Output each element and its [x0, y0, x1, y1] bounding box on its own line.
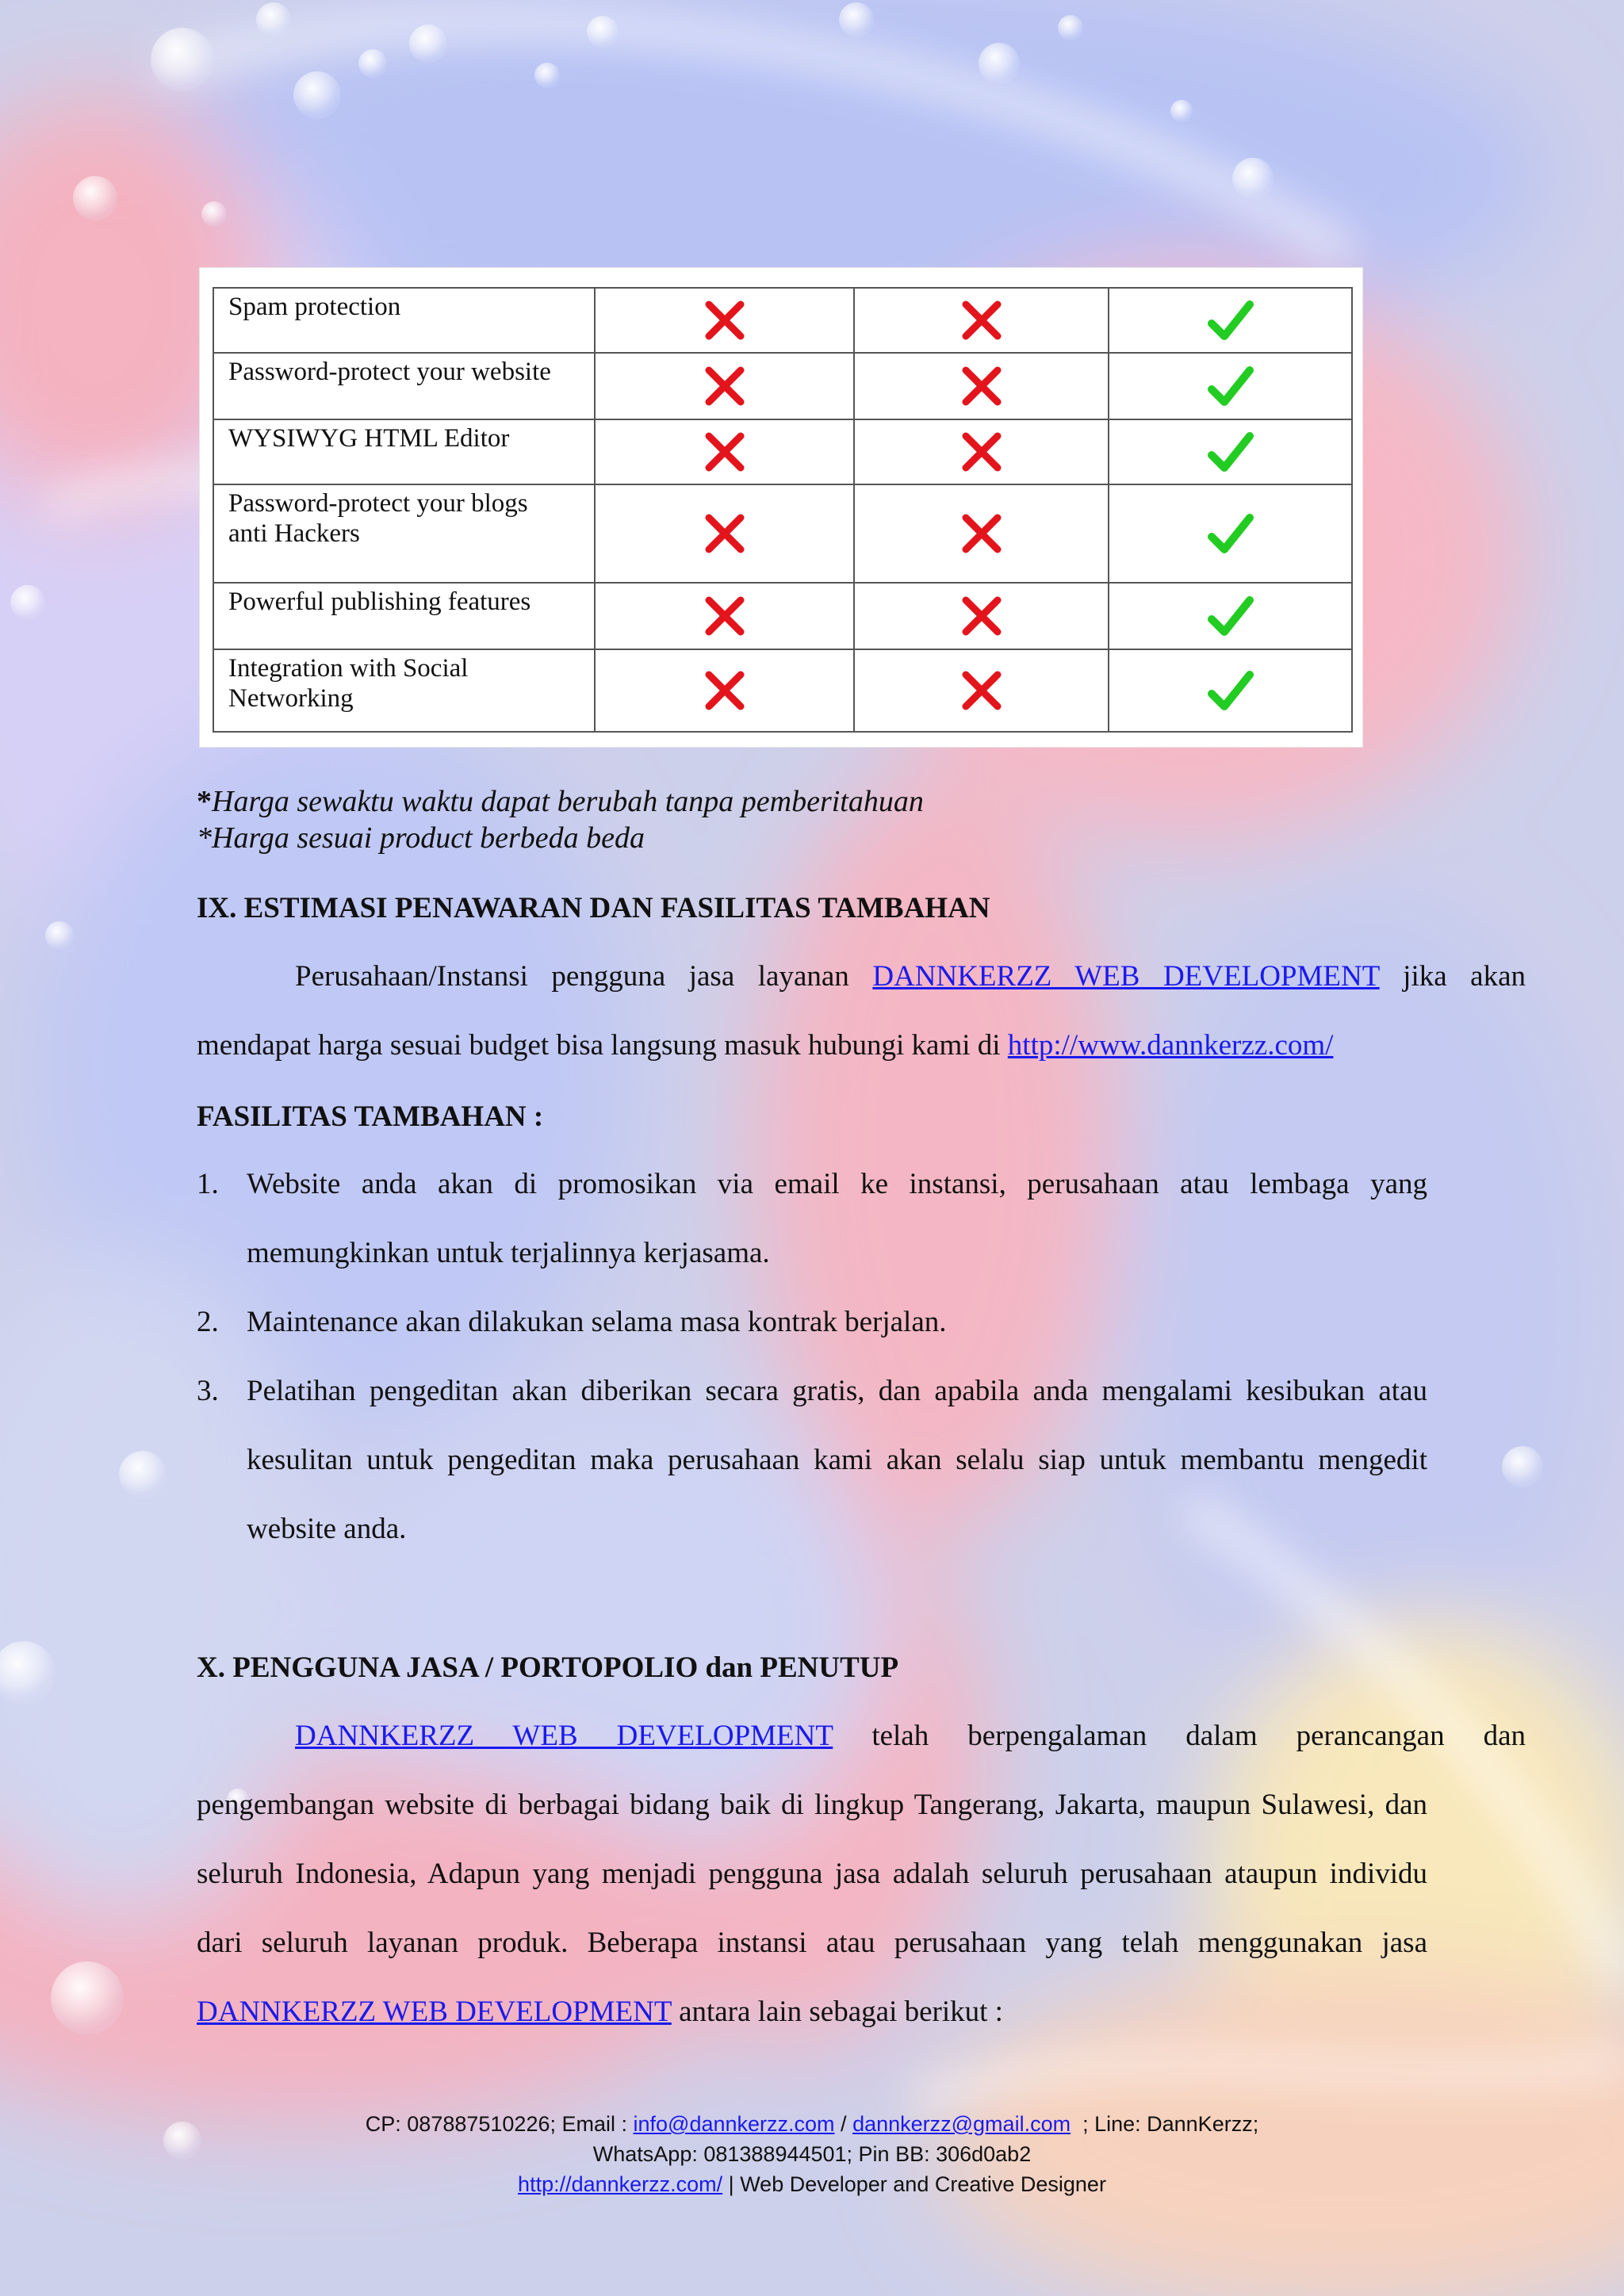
list-item-2-line-1: Maintenance akan dilakukan selama masa kontrak berjalan. — [247, 1306, 947, 1338]
list-item-2-number: 2. — [197, 1306, 219, 1338]
check-icon — [1207, 518, 1254, 546]
cross-icon — [959, 518, 1004, 546]
text-span: telah berpengalaman dalam perancangan dan — [833, 1720, 1526, 1752]
list-item-1-number: 1. — [197, 1168, 219, 1200]
check-icon — [1207, 675, 1254, 703]
feature-row — [213, 649, 1352, 732]
text-span: jika akan — [1379, 960, 1526, 993]
cross-icon — [703, 304, 747, 333]
footer-email-info-link[interactable]: info@dannkerzz.com — [633, 2112, 835, 2136]
check-icon — [1207, 600, 1254, 629]
footer-separator: / — [834, 2112, 853, 2136]
note-asterisk: * — [197, 785, 212, 818]
mark-cell — [1109, 353, 1352, 419]
footer-text: | Web Developer and Creative Designer — [722, 2172, 1106, 2196]
mark-cell — [1109, 419, 1352, 484]
feature-comparison-table — [213, 287, 1353, 733]
mark-cell — [854, 419, 1109, 484]
dannkerzz-link[interactable]: DANNKERZZ WEB DEVELOPMENT — [295, 1720, 833, 1752]
footer-email-gmail-link[interactable]: dannkerzz@gmail.com — [852, 2112, 1071, 2136]
feature-name-line: Powerful publishing features — [228, 587, 531, 616]
section-x-paragraph-line-1 — [197, 1719, 1526, 1754]
cross-icon — [959, 370, 1004, 399]
feature-name-cell — [213, 419, 595, 484]
section-x-paragraph-line-3: seluruh Indonesia, Adapun yang menjadi pengguna jasa adalah seluruh perusahaan ataupun individu — [197, 1858, 1427, 1890]
text-span: Perusahaan/Instansi pengguna jasa layanan — [295, 960, 873, 993]
footer-whatsapp-line: WhatsApp: 081388944501; Pin BB: 306d0ab2 — [592, 2142, 1032, 2166]
feature-comparison-panel — [200, 268, 1362, 747]
feature-name-line: Integration with Social — [228, 654, 469, 683]
cross-icon — [703, 600, 747, 629]
mark-cell — [1109, 649, 1352, 732]
mark-cell — [854, 583, 1109, 649]
section-ix-paragraph-line-1 — [197, 959, 1526, 994]
cross-icon — [959, 304, 1004, 333]
price-note-2: *Harga sesuai product berbeda beda — [197, 821, 645, 855]
footer-website-line — [0, 2169, 1624, 2199]
footer-text: CP: 087887510226; Email : — [365, 2112, 634, 2136]
fasilitas-tambahan-heading: FASILITAS TAMBAHAN : — [197, 1100, 544, 1133]
mark-cell — [1109, 583, 1352, 649]
mark-cell — [854, 288, 1109, 353]
feature-name-line: Networking — [228, 684, 354, 713]
cross-icon — [959, 436, 1004, 465]
section-x-paragraph-line-5 — [197, 1995, 1427, 2030]
dannkerzz-link[interactable]: DANNKERZZ WEB DEVELOPMENT — [197, 1996, 672, 2028]
mark-cell — [595, 583, 854, 649]
cross-icon — [703, 675, 747, 703]
footer-text: ; Line: DannKerzz; — [1071, 2112, 1259, 2136]
list-item-3-line-2: kesulitan untuk pengeditan maka perusahaan kami akan selalu siap untuk membantu mengedit — [247, 1444, 1427, 1476]
feature-name-cell — [213, 649, 595, 732]
footer-contact-line — [0, 2109, 1624, 2139]
mark-cell — [595, 288, 854, 353]
mark-cell — [595, 484, 854, 583]
cross-icon — [703, 518, 747, 546]
mark-cell — [1109, 288, 1352, 353]
cross-icon — [703, 436, 747, 465]
list-item-3-number: 3. — [197, 1375, 219, 1407]
mark-cell — [595, 353, 854, 419]
feature-name-line: Password-protect your website — [228, 358, 551, 386]
text-span: antara lain sebagai berikut : — [671, 1996, 1003, 2028]
feature-name-cell — [213, 353, 595, 419]
feature-name-cell — [213, 288, 595, 353]
mark-cell — [595, 649, 854, 732]
check-icon — [1207, 436, 1254, 465]
dannkerzz-link[interactable]: DANNKERZZ WEB DEVELOPMENT — [872, 960, 1380, 993]
mark-cell — [854, 649, 1109, 732]
section-x-paragraph-line-2: pengembangan website di berbagai bidang baik di lingkup Tangerang, Jakarta, maupun Sulawesi, dan — [197, 1789, 1427, 1821]
note-1-text: Harga sewaktu waktu dapat berubah tanpa pemberitahuan — [212, 785, 924, 818]
list-item-3-line-3: website anda. — [247, 1513, 407, 1545]
list-item-1-line-1: Website anda akan di promosikan via email ke instansi, perusahaan atau lembaga yang — [247, 1168, 1427, 1200]
feature-row — [213, 419, 1352, 484]
footer-website-link[interactable]: http://dannkerzz.com/ — [518, 2172, 723, 2196]
cross-icon — [959, 600, 1004, 629]
feature-name-cell — [213, 484, 595, 583]
feature-row — [213, 583, 1352, 649]
section-ix-heading: IX. ESTIMASI PENAWARAN DAN FASILITAS TAMBAHAN — [197, 892, 990, 924]
mark-cell — [854, 353, 1109, 419]
section-ix-paragraph-line-2 — [197, 1028, 1427, 1063]
section-x-paragraph-line-4: dari seluruh layanan produk. Beberapa instansi atau perusahaan yang telah menggunakan jasa — [197, 1927, 1427, 1959]
mark-cell — [854, 484, 1109, 583]
cross-icon — [959, 675, 1004, 703]
list-item-3-line-1: Pelatihan pengeditan akan diberikan secara gratis, dan apabila anda mengalami kesibukan atau — [247, 1375, 1427, 1407]
feature-name-line: Password-protect your blogs — [228, 489, 528, 518]
section-x-heading: X. PENGGUNA JASA / PORTOPOLIO dan PENUTUP — [197, 1651, 899, 1684]
feature-table-body — [213, 288, 1352, 732]
mark-cell — [1109, 484, 1352, 583]
price-note-1 — [197, 783, 924, 820]
feature-name-line: anti Hackers — [228, 519, 360, 548]
mark-cell — [595, 419, 854, 484]
feature-name-cell — [213, 583, 595, 649]
cross-icon — [703, 370, 747, 399]
list-item-1-line-2: memungkinkan untuk terjalinnya kerjasama. — [247, 1237, 770, 1269]
check-icon — [1207, 370, 1254, 399]
website-url-link[interactable]: http://www.dannkerzz.com/ — [1007, 1029, 1334, 1062]
text-span: mendapat harga sesuai budget bisa langsung masuk hubungi kami di — [197, 1029, 1008, 1062]
feature-row — [213, 353, 1352, 419]
feature-row — [213, 288, 1352, 353]
feature-name-line: WYSIWYG HTML Editor — [228, 424, 510, 453]
feature-name-line: Spam protection — [228, 293, 401, 321]
feature-row — [213, 484, 1352, 583]
check-icon — [1207, 304, 1254, 333]
